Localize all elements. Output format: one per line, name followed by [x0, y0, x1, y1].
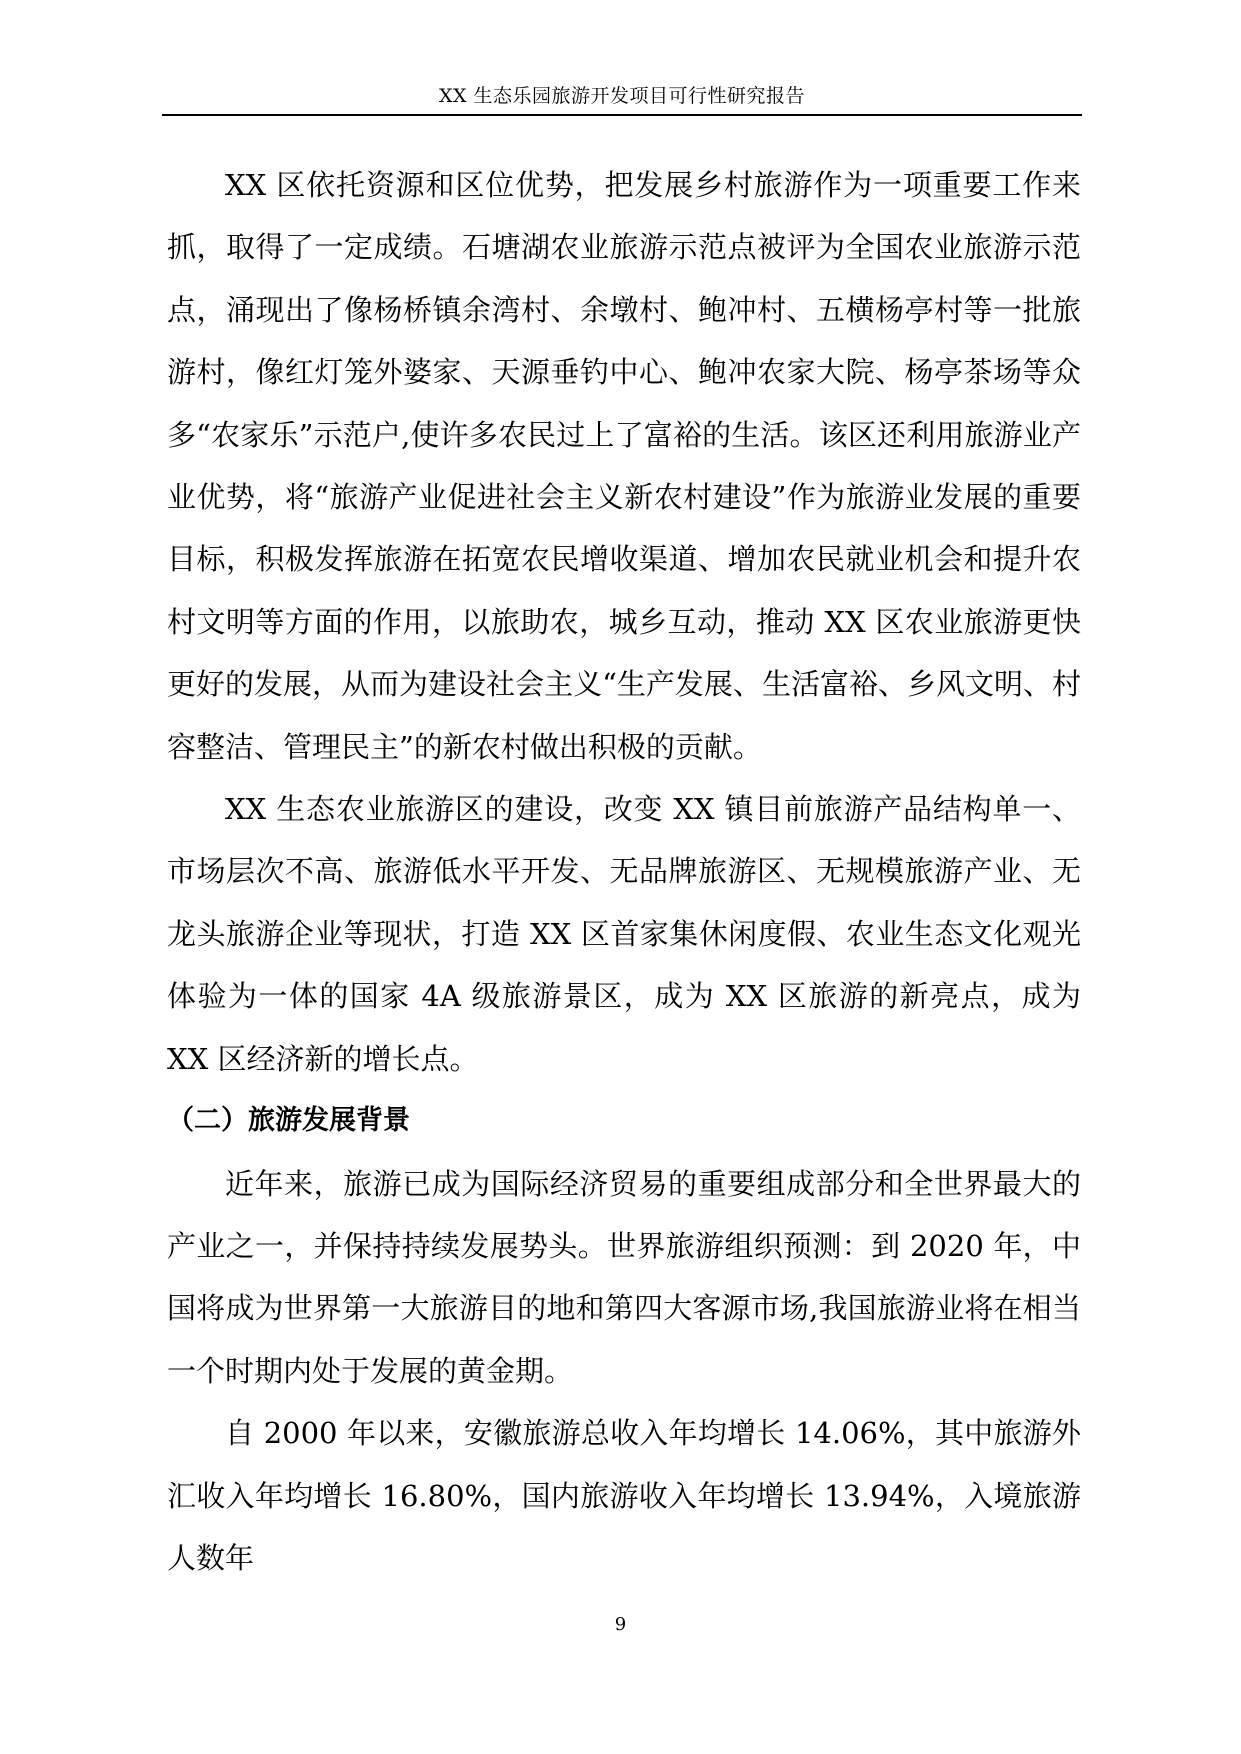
section-heading: （二）旅游发展背景 [167, 1105, 410, 1137]
paragraph-rural-tourism: XX 区依托资源和区位优势，把发展乡村旅游作为一项重要工作来抓，取得了一定成绩。石塘湖农业旅游示范点被评为全国农业旅游示范点，涌现出了像杨桥镇余湾村、余墩村、鲍冲村、五横杨亭村等一批旅游村，像红灯笼外婆家、天源垂钓中心、鲍冲农家大院、杨亭茶场等众多“农家乐”示范户,使许多农民过上了富裕的生活。该区还利用旅游业产业优势，将“旅游产业促进社会主义新农村建设”作为旅游业发展的重要目标，积极发挥旅游在拓宽农民增收渠道、增加农民就业机会和提升农村文明等方面的作用，以旅助农，城乡互动，推动 XX 区农业旅游更快更好的发展，从而为建设社会主义“生产发展、生活富裕、乡风文明、村容整洁、管理民主”的新农村做出积极的贡献。 [167, 168, 1081, 764]
paragraph-tourism-trend: 近年来，旅游已成为国际经济贸易的重要组成部分和全世界最大的产业之一，并保持持续发展势头。世界旅游组织预测：到 2020 年，中国将成为世界第一大旅游目的地和第四大客源市场,我国旅游业将在相当一个时期内处于发展的黄金期。 [167, 1166, 1081, 1388]
header-rule [162, 114, 1082, 116]
document-body [167, 154, 1081, 1589]
page-number: 9 [614, 1614, 627, 1635]
paragraph-eco-agri-zone: XX 生态农业旅游区的建设，改变 XX 镇目前旅游产品结构单一、市场层次不高、旅游低水平开发、无品牌旅游区、无规模旅游产业、无龙头旅游企业等现状，打造 XX 区首家集休闲度假、农业生态文化观光体验为一体的国家 4A 级旅游景区，成为 XX 区旅游的新亮点，成为 XX 区经济新的增长点。 [167, 792, 1081, 1076]
running-header: XX 生态乐园旅游开发项目可行性研究报告 [438, 85, 806, 107]
paragraph-anhui-growth: 自 2000 年以来，安徽旅游总收入年均增长 14.06%，其中旅游外汇收入年均增长 16.80%，国内旅游收入年均增长 13.94%，入境旅游人数年 [167, 1416, 1081, 1575]
